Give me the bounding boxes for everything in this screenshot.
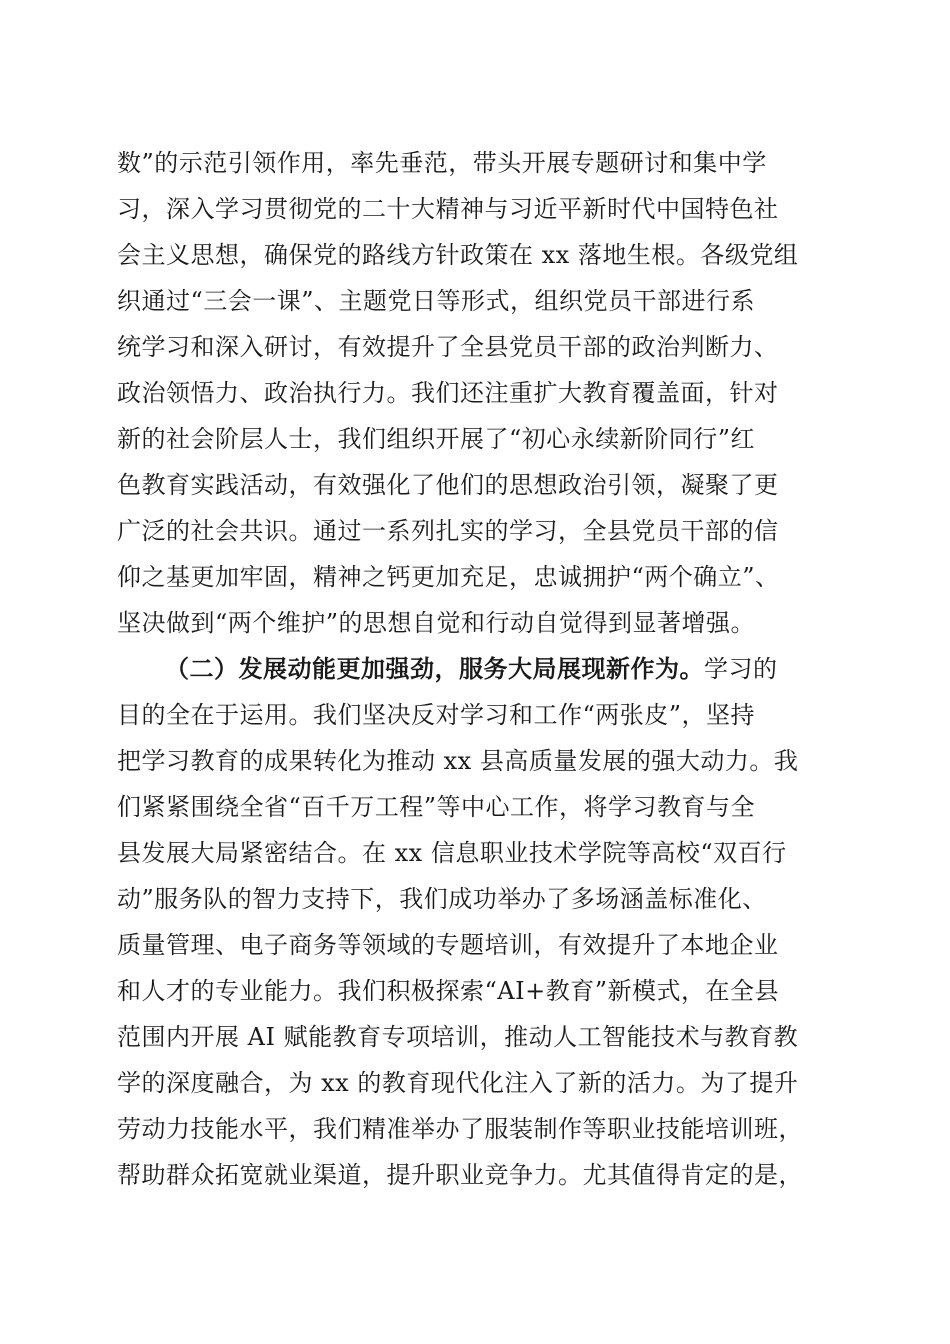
text-line: 统学习和深入研讨，有效提升了全县党员干部的政治判断力、 xyxy=(117,333,779,361)
text-line: 会主义思想，确保党的路线方针政策在 xx 落地生根。各级党组 xyxy=(117,241,799,269)
section-heading: （二）发展动能更加强劲，服务大局展现新作为。 xyxy=(165,654,704,683)
heading-continuation: 学习的 xyxy=(704,655,778,683)
text-line: 目的全在于运用。我们坚决反对学习和工作“两张皮”，坚持 xyxy=(117,701,756,729)
text-line: 仰之基更加牢固，精神之钙更加充足，忠诚拥护“两个确立”、 xyxy=(117,563,780,591)
text-line: 色教育实践活动，有效强化了他们的思想政治引领，凝聚了更 xyxy=(117,471,779,499)
text-line: 和人才的专业能力。我们积极探索“AI+教育”新模式，在全县 xyxy=(117,977,779,1005)
text-line: 把学习教育的成果转化为推动 xx 县高质量发展的强大动力。我 xyxy=(117,747,799,775)
text-line: 范围内开展 AI 赋能教育专项培训，推动人工智能技术与教育教 xyxy=(117,1023,799,1051)
text-line: 织通过“三会一课”、主题党日等形式，组织党员干部进行系 xyxy=(117,287,756,315)
text-line: 数”的示范引领作用，率先垂范，带头开展专题研讨和集中学 xyxy=(117,149,767,177)
text-line: 劳动力技能水平，我们精准举办了服装制作等职业技能培训班， xyxy=(117,1115,803,1143)
text-line: 习，深入学习贯彻党的二十大精神与习近平新时代中国特色社 xyxy=(117,195,779,223)
paragraph-1 xyxy=(117,140,835,646)
text-line: 县发展大局紧密结合。在 xx 信息职业技术学院等高校“双百行 xyxy=(117,839,787,867)
paragraph-2-first-line xyxy=(117,646,835,692)
text-line: 新的社会阶层人士，我们组织开展了“初心永续新阶同行”红 xyxy=(117,425,756,453)
text-line: 质量管理、电子商务等领域的专题培训，有效提升了本地企业 xyxy=(117,931,779,959)
text-line: 动”服务队的智力支持下，我们成功举办了多场涵盖标准化、 xyxy=(117,885,767,913)
text-line: 们紧紧围绕全省“百千万工程”等中心工作，将学习教育与全 xyxy=(117,793,756,821)
text-line: 广泛的社会共识。通过一系列扎实的学习，全县党员干部的信 xyxy=(117,517,779,545)
text-line: 帮助群众拓宽就业渠道，提升职业竞争力。尤其值得肯定的是， xyxy=(117,1161,803,1189)
body-text xyxy=(117,140,835,1198)
paragraph-2 xyxy=(117,646,835,1198)
text-line: 政治领悟力、政治执行力。我们还注重扩大教育覆盖面，针对 xyxy=(117,379,779,407)
text-line: 坚决做到“两个维护”的思想自觉和行动自觉得到显著增强。 xyxy=(117,609,756,637)
text-line: 学的深度融合，为 xx 的教育现代化注入了新的活力。为了提升 xyxy=(117,1069,799,1097)
